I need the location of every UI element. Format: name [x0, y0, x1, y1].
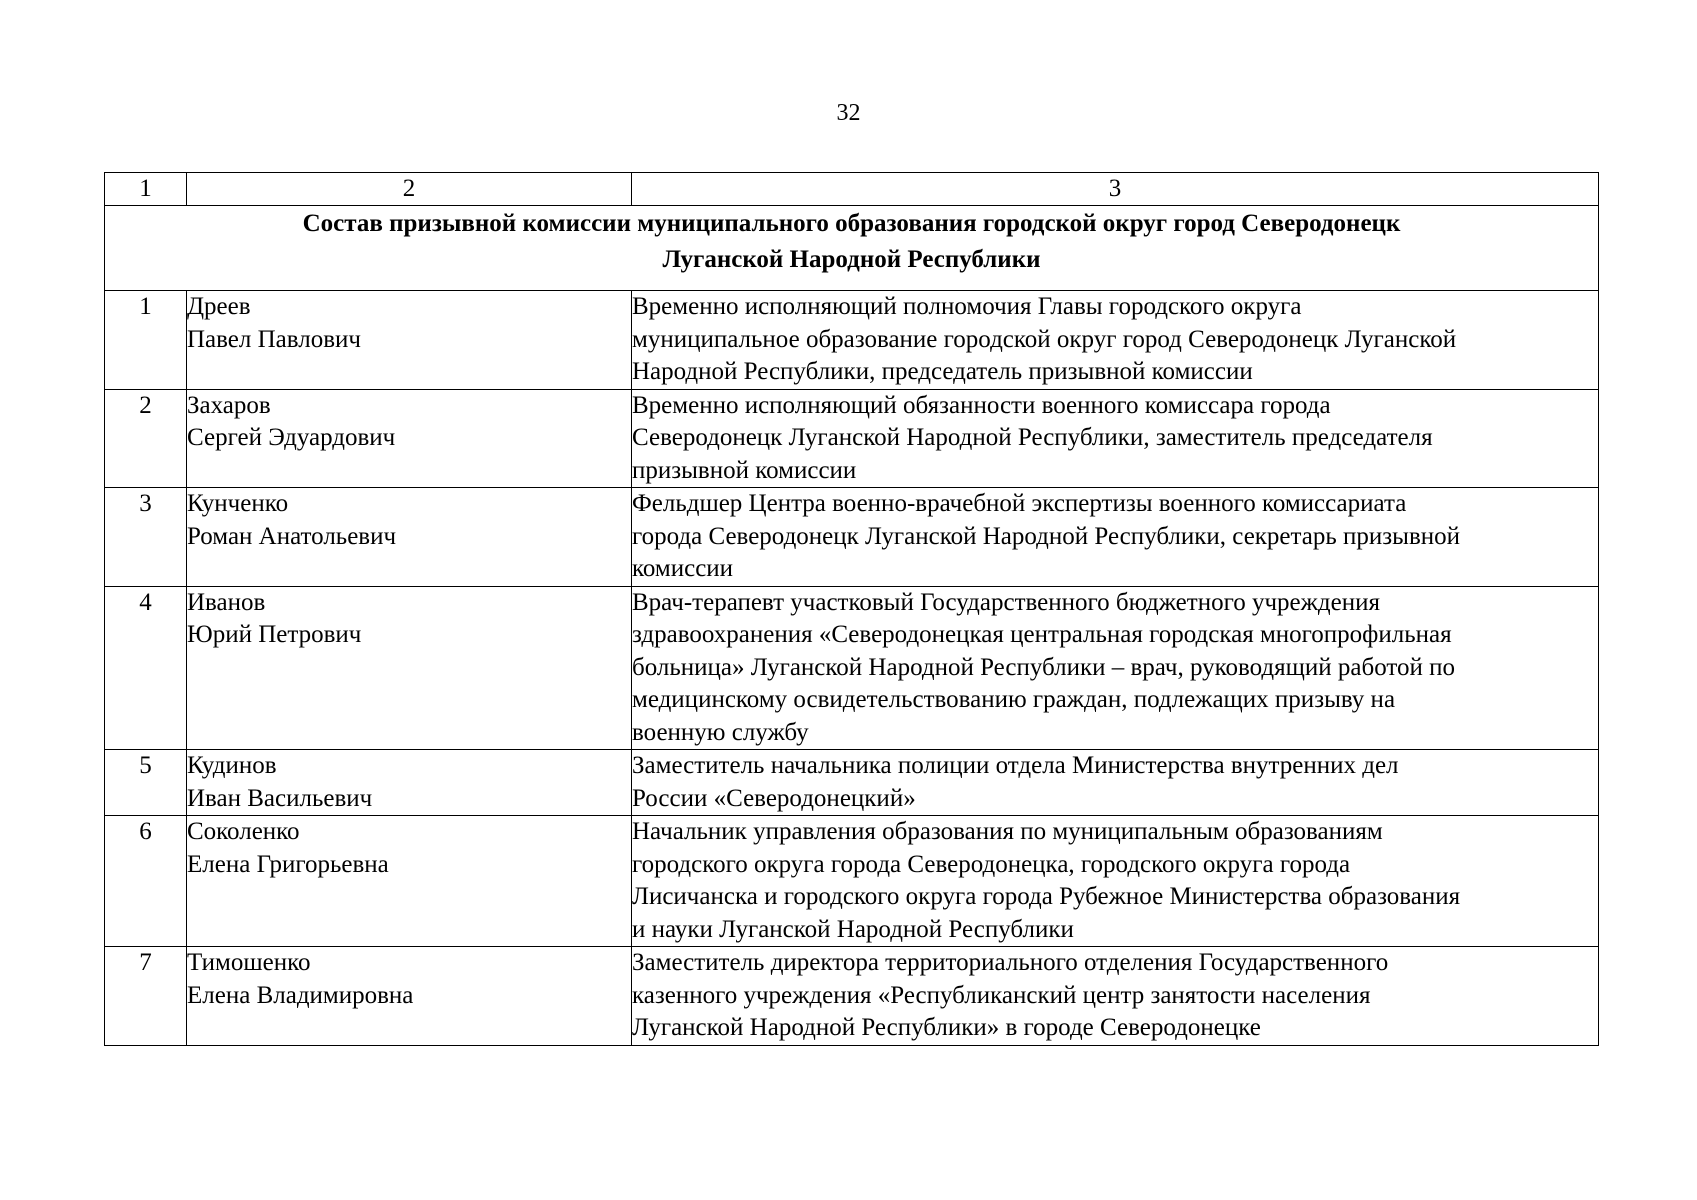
position-line: призывной комиссии — [632, 456, 857, 484]
member-position — [632, 947, 1599, 1046]
table-row — [105, 947, 1599, 1046]
member-name — [187, 389, 632, 488]
position-line: Северодонецк Луганской Народной Республики, заместитель председателя — [632, 424, 1433, 451]
position-line: муниципальное образование городской округ город Северодонецк Луганской — [632, 325, 1457, 353]
member-name — [187, 816, 632, 947]
position-line: Заместитель директора территориального отделения Государственного — [632, 949, 1389, 976]
column-number-3: 3 — [632, 173, 1599, 206]
position-line: военную службу — [632, 718, 809, 746]
position-line: России «Северодонецкий» — [632, 784, 916, 812]
table-row — [105, 389, 1599, 488]
member-surname: Захаров — [187, 391, 271, 419]
member-given-names: Павел Павлович — [187, 325, 361, 353]
member-position — [632, 586, 1599, 750]
member-given-names: Елена Григорьевна — [187, 850, 389, 878]
member-given-names: Юрий Петрович — [187, 621, 362, 648]
position-line: Начальник управления образования по муниципальным образованиям — [632, 818, 1383, 845]
position-line: Луганской Народной Республики» в городе Северодонецке — [632, 1014, 1261, 1041]
row-number: 6 — [105, 816, 187, 947]
member-position — [632, 488, 1599, 587]
position-line: Врач-терапевт участковый Государственного бюджетного учреждения — [632, 588, 1380, 616]
table-row — [105, 488, 1599, 587]
row-number: 2 — [105, 389, 187, 488]
member-given-names: Роман Анатольевич — [187, 522, 397, 550]
member-surname: Тимошенко — [187, 949, 311, 976]
position-line: города Северодонецк Луганской Народной Республики, секретарь призывной — [632, 522, 1461, 550]
member-surname: Соколенко — [187, 818, 300, 845]
position-line: городского округа города Северодонецка, городского округа города — [632, 850, 1351, 878]
position-line: Заместитель начальника полиции отдела Министерства внутренних дел — [632, 752, 1399, 779]
position-line: больница» Луганской Народной Республики – врач, руководящий работой по — [632, 653, 1455, 681]
column-number-1: 1 — [105, 173, 187, 206]
commission-table — [104, 172, 1599, 1046]
column-number-row — [105, 173, 1599, 206]
column-number-2: 2 — [187, 173, 632, 206]
position-line: комиссии — [632, 555, 734, 582]
table-row — [105, 816, 1599, 947]
member-name — [187, 947, 632, 1046]
member-name — [187, 586, 632, 750]
position-line: Народной Республики, председатель призывной комиссии — [632, 358, 1253, 385]
position-line: и науки Луганской Народной Республики — [632, 915, 1074, 943]
row-number: 3 — [105, 488, 187, 587]
member-position — [632, 291, 1599, 390]
section-title-line-2: Луганской Народной Республики — [662, 246, 1041, 273]
member-position — [632, 750, 1599, 816]
position-line: медицинскому освидетельствованию граждан, подлежащих призыву на — [632, 686, 1396, 713]
member-given-names: Иван Васильевич — [187, 784, 373, 812]
table-row — [105, 750, 1599, 816]
member-position — [632, 389, 1599, 488]
member-surname: Кунченко — [187, 490, 289, 517]
row-number: 4 — [105, 586, 187, 750]
row-number: 1 — [105, 291, 187, 390]
member-surname: Кудинов — [187, 752, 277, 779]
section-title — [105, 206, 1599, 291]
page-number: 32 — [836, 100, 861, 126]
member-name — [187, 488, 632, 587]
member-given-names: Елена Владимировна — [187, 981, 414, 1009]
member-surname: Иванов — [187, 588, 266, 616]
position-line: Временно исполняющий полномочия Главы городского округа — [632, 293, 1302, 320]
member-given-names: Сергей Эдуардович — [187, 424, 396, 451]
position-line: Временно исполняющий обязанности военного комиссара города — [632, 391, 1331, 419]
section-title-row — [105, 206, 1599, 291]
position-line: здравоохранения «Северодонецкая центральная городская многопрофильная — [632, 621, 1452, 648]
position-line: казенного учреждения «Республиканский центр занятости населения — [632, 981, 1371, 1009]
row-number: 5 — [105, 750, 187, 816]
member-name — [187, 750, 632, 816]
position-line: Лисичанска и городского округа города Рубежное Министерства образования — [632, 883, 1461, 910]
section-title-line-1: Состав призывной комиссии муниципального образования городской округ город Северодонецк — [302, 210, 1401, 237]
member-name — [187, 291, 632, 390]
position-line: Фельдшер Центра военно-врачебной экспертизы военного комиссариата — [632, 490, 1407, 517]
member-surname: Дреев — [187, 293, 251, 320]
table-row — [105, 586, 1599, 750]
member-position — [632, 816, 1599, 947]
row-number: 7 — [105, 947, 187, 1046]
table-row — [105, 291, 1599, 390]
